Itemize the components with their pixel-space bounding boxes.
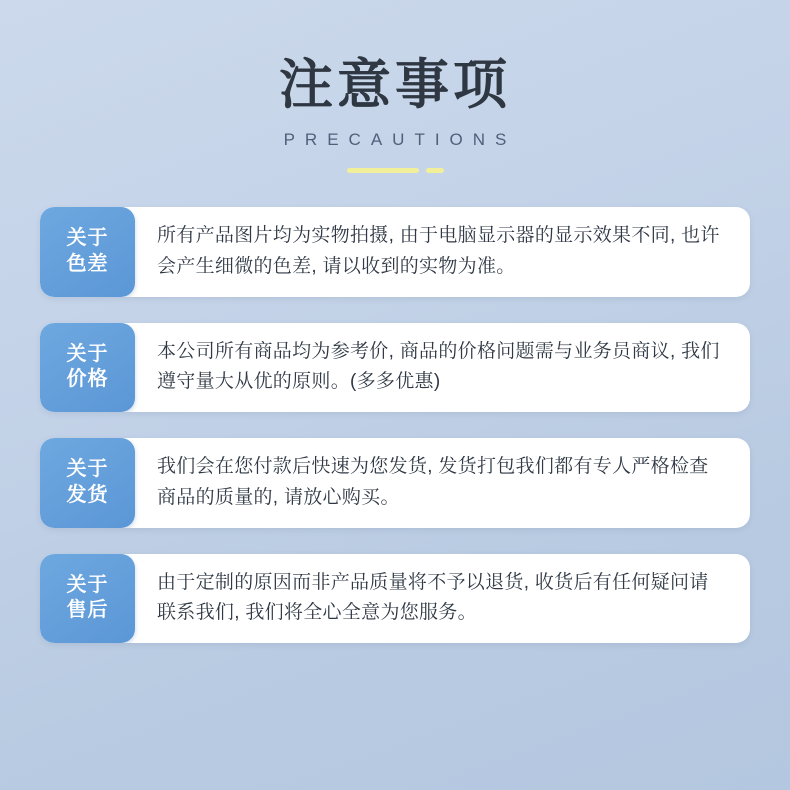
item-text: 我们会在您付款后快速为您发货, 发货打包我们都有专人严格检查商品的质量的, 请放心购买。 — [157, 456, 709, 508]
item-text: 由于定制的原因而非产品质量将不予以退货, 收货后有任何疑问请联系我们, 我们将全心全意为您服务。 — [157, 571, 709, 624]
page-header — [0, 0, 790, 173]
precaution-list — [40, 207, 750, 643]
page-subtitle: PRECAUTIONS — [283, 130, 517, 150]
list-item — [40, 438, 750, 528]
divider-long-segment — [347, 168, 419, 173]
item-tag-color-difference — [40, 207, 135, 297]
item-body — [135, 323, 750, 413]
tag-line-2: 价格 — [66, 368, 109, 391]
tag-line-1: 关于 — [66, 458, 109, 481]
page-title: 注意事项 — [279, 55, 511, 115]
tag-line-1: 关于 — [66, 342, 109, 365]
divider-short-segment — [426, 168, 444, 173]
item-body — [135, 438, 750, 528]
item-body — [135, 207, 750, 297]
tag-line-1: 关于 — [66, 573, 109, 596]
list-item — [40, 554, 750, 644]
item-tag-price — [40, 323, 135, 413]
tag-line-2: 售后 — [66, 599, 109, 622]
item-text: 所有产品图片均为实物拍摄, 由于电脑显示器的显示效果不同, 也许会产生细微的色差, 请以收到的实物为准。 — [157, 225, 720, 277]
item-tag-shipping — [40, 438, 135, 528]
item-text: 本公司所有商品均为参考价, 商品的价格问题需与业务员商议, 我们遵守量大从优的原则。(多多优惠) — [157, 340, 720, 393]
title-divider — [0, 168, 790, 173]
item-body — [135, 554, 750, 644]
list-item — [40, 323, 750, 413]
tag-line-2: 色差 — [66, 252, 109, 275]
tag-line-2: 发货 — [66, 483, 109, 506]
item-tag-after-sales — [40, 554, 135, 644]
list-item — [40, 207, 750, 297]
tag-line-1: 关于 — [66, 227, 109, 250]
